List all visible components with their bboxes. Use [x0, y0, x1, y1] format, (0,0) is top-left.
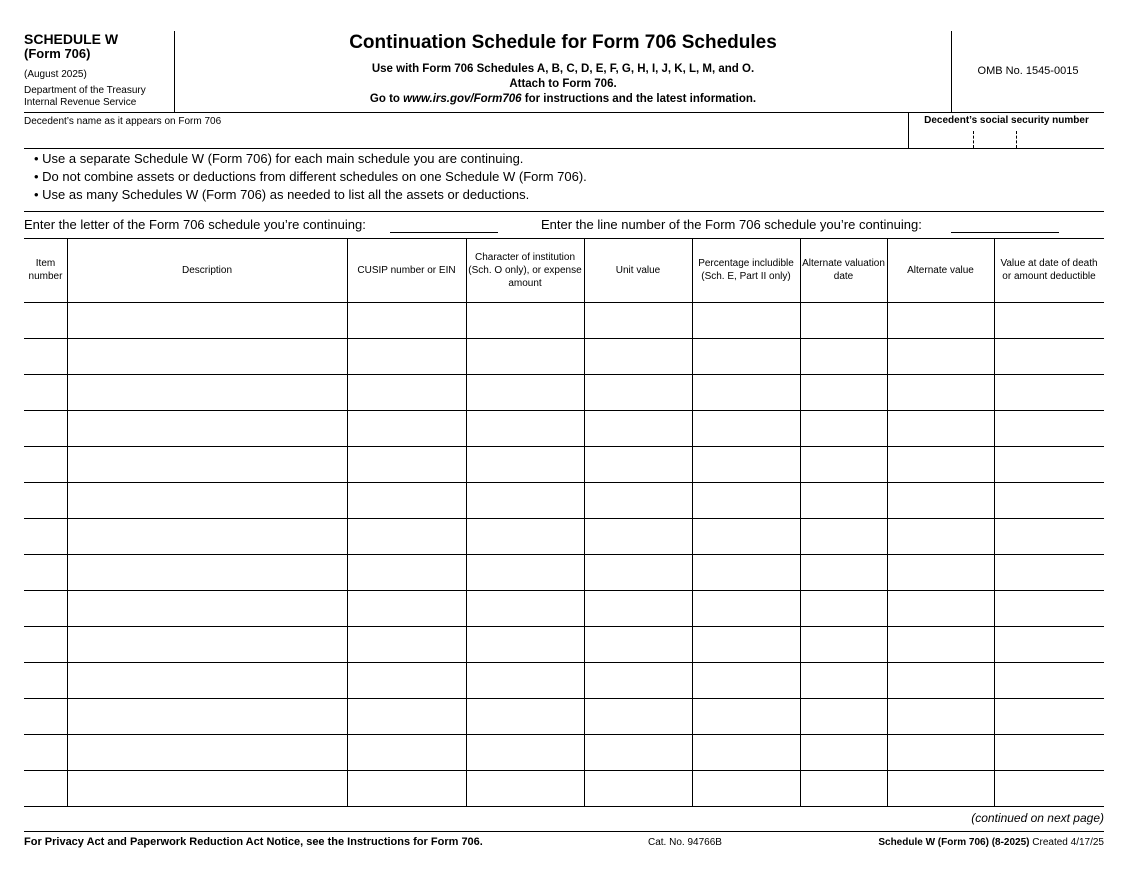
column-divider [887, 238, 888, 806]
percentage-cell[interactable] [692, 482, 800, 518]
alt-date-cell[interactable] [800, 770, 887, 806]
alt-date-cell[interactable] [800, 374, 887, 410]
character-cell[interactable] [466, 338, 584, 374]
column-divider [584, 238, 585, 806]
unit-value-cell[interactable] [584, 518, 692, 554]
cusip-cell[interactable] [347, 626, 466, 662]
row-divider [24, 338, 1104, 339]
description-cell[interactable] [67, 338, 347, 374]
subtitle-suffix: for instructions and the latest information. [521, 93, 757, 105]
alt-value-cell[interactable] [887, 446, 994, 482]
alt-date-cell[interactable] [800, 446, 887, 482]
item-number-cell[interactable] [24, 446, 67, 482]
form-identifier [878, 837, 1104, 849]
revision-date: (August 2025) [24, 69, 87, 80]
table-row [24, 482, 1104, 518]
value-cell[interactable] [994, 518, 1104, 554]
table-row [24, 734, 1104, 770]
percentage-cell[interactable] [692, 734, 800, 770]
character-cell[interactable] [466, 734, 584, 770]
alt-value-cell[interactable] [887, 734, 994, 770]
percentage-cell[interactable] [692, 338, 800, 374]
omb-number: OMB No. 1545-0015 [977, 65, 1079, 77]
column-divider [994, 238, 995, 806]
column-header-character: Character of institution (Sch. O only), or expense amount [468, 251, 582, 289]
alt-value-cell[interactable] [887, 698, 994, 734]
table-row [24, 698, 1104, 734]
unit-value-cell[interactable] [584, 662, 692, 698]
item-number-cell[interactable] [24, 554, 67, 590]
description-cell[interactable] [67, 554, 347, 590]
value-cell[interactable] [994, 590, 1104, 626]
alt-date-cell[interactable] [800, 338, 887, 374]
cusip-cell[interactable] [347, 302, 466, 338]
schedule-letter-label: Enter the letter of the Form 706 schedule you’re continuing: [24, 217, 366, 232]
column-header-description: Description [181, 264, 233, 276]
alt-value-cell[interactable] [887, 374, 994, 410]
alt-date-cell[interactable] [800, 662, 887, 698]
instruction-item: • Use a separate Schedule W (Form 706) for each main schedule you are continuing. [34, 151, 524, 166]
department-name: Department of the Treasury [24, 85, 146, 96]
schedule-line-label: Enter the line number of the Form 706 schedule you’re continuing: [541, 217, 922, 232]
form-reference: (Form 706) [24, 46, 91, 61]
ssn-separator [1016, 131, 1017, 148]
item-number-cell[interactable] [24, 662, 67, 698]
percentage-cell[interactable] [692, 302, 800, 338]
subtitle-schedules: Use with Form 706 Schedules A, B, C, D, E, F, G, H, I, J, K, L, M, and O. [371, 63, 755, 75]
value-cell[interactable] [994, 626, 1104, 662]
alt-value-cell[interactable] [887, 518, 994, 554]
percentage-cell[interactable] [692, 554, 800, 590]
percentage-cell[interactable] [692, 374, 800, 410]
table-row [24, 662, 1104, 698]
character-cell[interactable] [466, 446, 584, 482]
column-divider [800, 238, 801, 806]
table-row [24, 770, 1104, 806]
footer-rule [24, 831, 1104, 832]
description-cell[interactable] [67, 446, 347, 482]
table-row [24, 338, 1104, 374]
instruction-item: • Use as many Schedules W (Form 706) as needed to list all the assets or deductions. [34, 187, 530, 202]
column-header-unit-value: Unit value [615, 264, 661, 276]
alt-value-cell[interactable] [887, 590, 994, 626]
service-name: Internal Revenue Service [24, 97, 137, 108]
description-cell[interactable] [67, 698, 347, 734]
schedule-letter-input[interactable] [390, 216, 498, 233]
row-divider [24, 374, 1104, 375]
character-cell[interactable] [466, 626, 584, 662]
item-number-cell[interactable] [24, 338, 67, 374]
column-header-percentage: Percentage includible (Sch. E, Part II only) [698, 258, 794, 282]
cusip-cell[interactable] [347, 446, 466, 482]
row-divider [24, 626, 1104, 627]
table-row [24, 590, 1104, 626]
row-divider [24, 482, 1104, 483]
cusip-cell[interactable] [347, 662, 466, 698]
value-cell[interactable] [994, 698, 1104, 734]
cusip-cell[interactable] [347, 518, 466, 554]
alt-date-cell[interactable] [800, 734, 887, 770]
column-divider [692, 238, 693, 806]
header-bottom-rule [24, 112, 1104, 113]
alt-value-cell[interactable] [887, 770, 994, 806]
subtitle-instructions [175, 92, 951, 106]
column-header-date-of-death-value: Value at date of death or amount deductible [1000, 258, 1098, 282]
percentage-cell[interactable] [692, 446, 800, 482]
unit-value-cell[interactable] [584, 554, 692, 590]
table-row [24, 302, 1104, 338]
percentage-cell[interactable] [692, 518, 800, 554]
alt-date-cell[interactable] [800, 626, 887, 662]
character-cell[interactable] [466, 662, 584, 698]
decedent-name-field[interactable] [24, 128, 908, 148]
alt-date-cell[interactable] [800, 410, 887, 446]
alt-value-cell[interactable] [887, 662, 994, 698]
alt-value-cell[interactable] [887, 554, 994, 590]
column-divider [466, 238, 467, 806]
alt-date-cell[interactable] [800, 518, 887, 554]
character-cell[interactable] [466, 770, 584, 806]
page-title: Continuation Schedule for Form 706 Schedules [349, 32, 777, 53]
unit-value-cell[interactable] [584, 302, 692, 338]
description-cell[interactable] [67, 662, 347, 698]
ssn-label: Decedent’s social security number [924, 115, 1089, 126]
cusip-cell[interactable] [347, 554, 466, 590]
subtitle-prefix: Go to [369, 93, 404, 105]
row-divider [24, 698, 1104, 699]
description-cell[interactable] [67, 734, 347, 770]
column-header-alt-value: Alternate value [907, 264, 974, 276]
row-divider [24, 518, 1104, 519]
value-cell[interactable] [994, 338, 1104, 374]
unit-value-cell[interactable] [584, 770, 692, 806]
table-row [24, 374, 1104, 410]
character-cell[interactable] [466, 374, 584, 410]
description-cell[interactable] [67, 626, 347, 662]
description-cell[interactable] [67, 482, 347, 518]
unit-value-cell[interactable] [584, 446, 692, 482]
value-cell[interactable] [994, 410, 1104, 446]
table-row [24, 518, 1104, 554]
alt-date-cell[interactable] [800, 302, 887, 338]
unit-value-cell[interactable] [584, 482, 692, 518]
unit-value-cell[interactable] [584, 626, 692, 662]
table-row [24, 554, 1104, 590]
description-cell[interactable] [67, 410, 347, 446]
cusip-cell[interactable] [347, 374, 466, 410]
column-divider [347, 238, 348, 806]
alt-value-cell[interactable] [887, 302, 994, 338]
character-cell[interactable] [466, 554, 584, 590]
alt-value-cell[interactable] [887, 338, 994, 374]
instruction-item: • Do not combine assets or deductions from different schedules on one Schedule W (Form 706). [34, 169, 587, 184]
percentage-cell[interactable] [692, 410, 800, 446]
cusip-cell[interactable] [347, 770, 466, 806]
item-number-cell[interactable] [24, 770, 67, 806]
value-cell[interactable] [994, 446, 1104, 482]
item-number-cell[interactable] [24, 374, 67, 410]
item-number-cell[interactable] [24, 302, 67, 338]
alt-value-cell[interactable] [887, 410, 994, 446]
table-row [24, 626, 1104, 662]
irs-link[interactable]: www.irs.gov/Form706 [403, 93, 522, 105]
unit-value-cell[interactable] [584, 698, 692, 734]
percentage-cell[interactable] [692, 590, 800, 626]
column-header-item-number: Item number [28, 258, 63, 282]
value-cell[interactable] [994, 734, 1104, 770]
continued-note: (continued on next page) [971, 811, 1104, 825]
row-divider [24, 662, 1104, 663]
item-number-cell[interactable] [24, 410, 67, 446]
form-id: Schedule W (Form 706) (8-2025) [878, 837, 1030, 848]
catalog-number: Cat. No. 94766B [648, 837, 722, 848]
character-cell[interactable] [466, 302, 584, 338]
value-cell[interactable] [994, 554, 1104, 590]
description-cell[interactable] [67, 374, 347, 410]
cusip-cell[interactable] [347, 734, 466, 770]
unit-value-cell[interactable] [584, 734, 692, 770]
ssn-field[interactable] [909, 129, 1104, 148]
unit-value-cell[interactable] [584, 338, 692, 374]
alt-date-cell[interactable] [800, 698, 887, 734]
percentage-cell[interactable] [692, 698, 800, 734]
row-divider [24, 302, 1104, 303]
description-cell[interactable] [67, 518, 347, 554]
description-cell[interactable] [67, 770, 347, 806]
character-cell[interactable] [466, 482, 584, 518]
character-cell[interactable] [466, 518, 584, 554]
percentage-cell[interactable] [692, 626, 800, 662]
value-cell[interactable] [994, 770, 1104, 806]
item-number-cell[interactable] [24, 734, 67, 770]
row-divider [24, 554, 1104, 555]
character-cell[interactable] [466, 698, 584, 734]
unit-value-cell[interactable] [584, 590, 692, 626]
column-header-alt-date: Alternate valuation date [802, 258, 885, 282]
table-header [24, 238, 1104, 302]
column-header-cusip: CUSIP number or EIN [357, 264, 456, 276]
value-cell[interactable] [994, 302, 1104, 338]
table-row [24, 410, 1104, 446]
cusip-cell[interactable] [347, 698, 466, 734]
percentage-cell[interactable] [692, 770, 800, 806]
row-divider [24, 806, 1104, 807]
row-divider [24, 734, 1104, 735]
alt-value-cell[interactable] [887, 626, 994, 662]
schedule-title: SCHEDULE W [24, 31, 119, 47]
value-cell[interactable] [994, 662, 1104, 698]
row-divider [24, 410, 1104, 411]
item-number-cell[interactable] [24, 518, 67, 554]
cusip-cell[interactable] [347, 590, 466, 626]
decedent-name-label: Decedent’s name as it appears on Form 706 [24, 116, 222, 127]
character-cell[interactable] [466, 410, 584, 446]
unit-value-cell[interactable] [584, 410, 692, 446]
created-date: Created 4/17/25 [1029, 837, 1104, 848]
description-cell[interactable] [67, 302, 347, 338]
item-number-cell[interactable] [24, 626, 67, 662]
row-divider [24, 446, 1104, 447]
cusip-cell[interactable] [347, 338, 466, 374]
cusip-cell[interactable] [347, 410, 466, 446]
unit-value-cell[interactable] [584, 374, 692, 410]
alt-date-cell[interactable] [800, 590, 887, 626]
subtitle-attach: Attach to Form 706. [509, 78, 617, 90]
schedule-line-input[interactable] [951, 216, 1059, 233]
identity-bottom-rule [24, 148, 1104, 149]
ssn-separator [973, 131, 974, 148]
privacy-notice: For Privacy Act and Paperwork Reduction Act Notice, see the Instructions for Form 706. [24, 836, 483, 848]
value-cell[interactable] [994, 374, 1104, 410]
cusip-cell[interactable] [347, 482, 466, 518]
row-divider [24, 770, 1104, 771]
character-cell[interactable] [466, 590, 584, 626]
alt-date-cell[interactable] [800, 482, 887, 518]
row-divider [24, 590, 1104, 591]
description-cell[interactable] [67, 590, 347, 626]
value-cell[interactable] [994, 482, 1104, 518]
instructions-bottom-rule [24, 211, 1104, 212]
alt-value-cell[interactable] [887, 482, 994, 518]
item-number-cell[interactable] [24, 590, 67, 626]
item-number-cell[interactable] [24, 482, 67, 518]
table-row [24, 446, 1104, 482]
alt-date-cell[interactable] [800, 554, 887, 590]
item-number-cell[interactable] [24, 698, 67, 734]
percentage-cell[interactable] [692, 662, 800, 698]
column-divider [67, 238, 68, 806]
